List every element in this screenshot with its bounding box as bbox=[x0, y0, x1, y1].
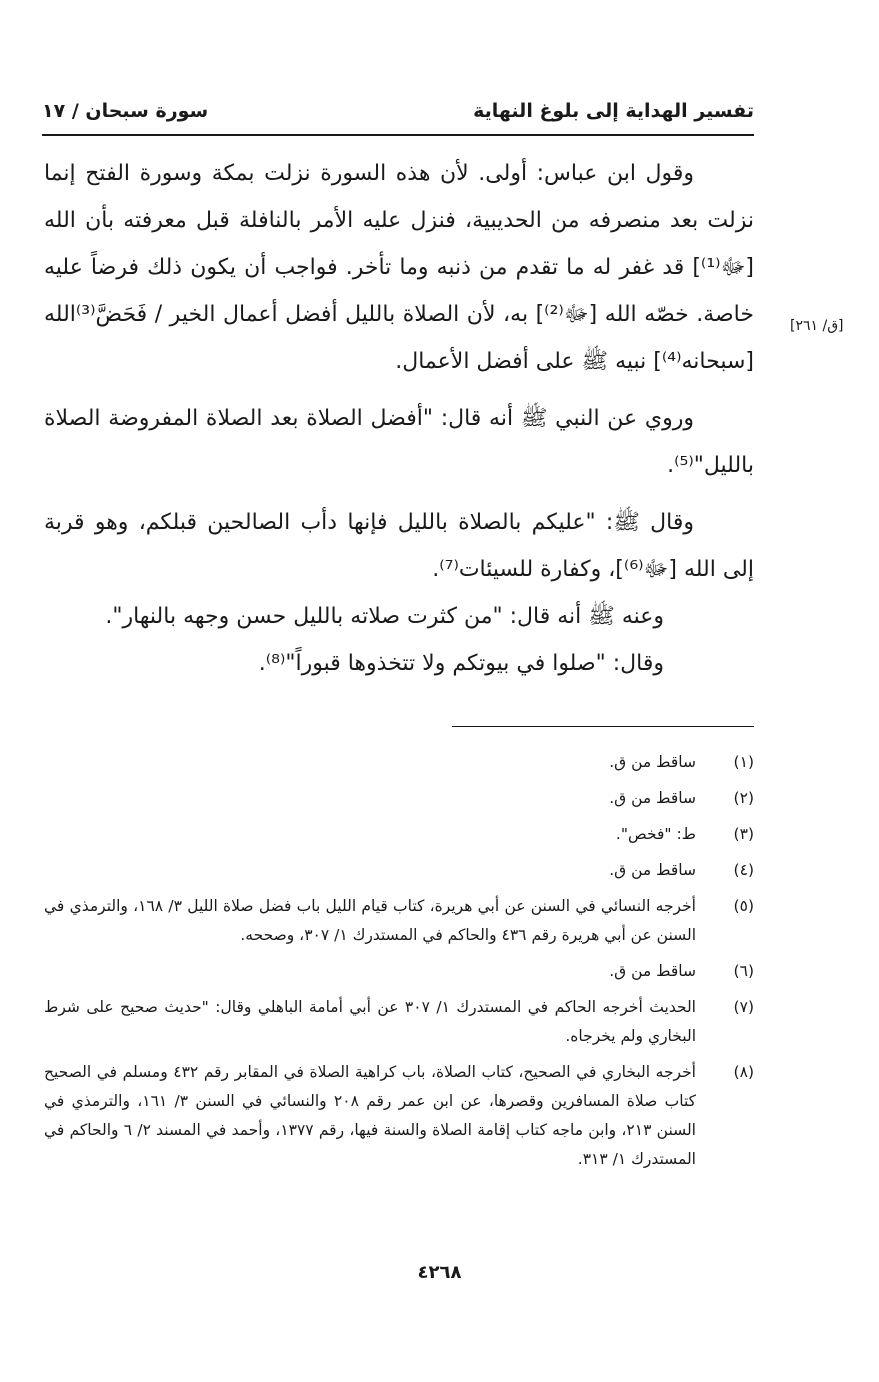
paragraph: وقال: "صلوا في بيوتكم ولا تتخذوها قبوراً"⁽⁸⁾. bbox=[258, 651, 664, 676]
paragraph: وروي عن النبي ﷺ أنه قال: "أفضل الصلاة بعد الصلاة المفروضة الصلاة بالليل"⁽⁵⁾. bbox=[44, 406, 754, 478]
footnote-text: الحديث أخرجه الحاكم في المستدرك ١/ ٣٠٧ عن أبي أمامة الباهلي وقال: "حديث صحيح على شرط البخاري ولم يخرجاه. bbox=[44, 998, 696, 1045]
footnote bbox=[44, 957, 754, 986]
footnote-number: (٤) bbox=[733, 861, 754, 879]
page-number: ٤٢٦٨ bbox=[417, 1262, 462, 1283]
main-text bbox=[44, 150, 754, 687]
manuscript-margin-note: [ق/ ٢٦١] bbox=[790, 318, 844, 334]
footnote-number: (٦) bbox=[733, 962, 754, 980]
footnote bbox=[44, 1058, 754, 1174]
footnote bbox=[44, 748, 754, 777]
footnote-number: (٣) bbox=[733, 825, 754, 843]
footnote-text: ساقط من ق. bbox=[609, 789, 696, 807]
footnote-separator bbox=[452, 726, 754, 727]
footnote bbox=[44, 820, 754, 849]
footnote-number: (٧) bbox=[733, 998, 754, 1016]
footnote-text: أخرجه النسائي في السنن عن أبي هريرة، كتاب قيام الليل باب فضل صلاة الليل ٣/ ١٦٨، والترمذي في السنن عن أبي هريرة رقم ٤٣٦ والحاكم في المستدرك ١/ ٣٠٧، وصححه. bbox=[44, 897, 696, 944]
footnote-text: أخرجه البخاري في الصحيح، كتاب الصلاة، باب كراهية الصلاة في المقابر رقم ٤٣٢ ومسلم في الصحيح كتاب صلاة المسافرين وقصرها، عن ابن عمر رقم ٢٠٨ والنسائي في السنن ٣/ ١٦١، والترمذي في السنن ٢١٣، وابن ماجه كتاب إقامة الصلاة والسنة فيها، رقم ١٣٧٧، وأحمد في المسند ٢/ ٦ والحاكم في المستدرك ١/ ٣١٣. bbox=[44, 1063, 697, 1168]
footnote-text: ساقط من ق. bbox=[609, 861, 696, 879]
footnote bbox=[44, 856, 754, 885]
paragraph: وعنه ﷺ أنه قال: "من كثرت صلاته بالليل حسن وجهه بالنهار". bbox=[105, 604, 664, 629]
running-header bbox=[42, 96, 754, 130]
footnote-number: (١) bbox=[733, 753, 754, 771]
footnote-number: (٨) bbox=[733, 1063, 754, 1081]
footnotes bbox=[44, 748, 754, 1181]
paragraph: وقول ابن عباس: أولى. لأن هذه السورة نزلت بمكة وسورة الفتح إنما نزلت بعد منصرفه من الحديبية، فنزل عليه الأمر بالنافلة قبل معرفته بأن الله [ﷻ⁽¹⁾] قد غفر له ما تقدم من ذنبه وما تأخر. فواجب أن يكون ذلك فرضاً عليه خاصة. خصّه الله [ﷻ⁽²⁾] به، لأن الصلاة بالليل أفضل أعمال الخير / فَحَضَّ⁽³⁾الله [سبحانه⁽⁴⁾] نبيه ﷺ على أفضل الأعمال. bbox=[44, 161, 754, 374]
paragraph: وقال ﷺ: "عليكم بالصلاة بالليل فإنها دأب الصالحين قبلكم، وهو قربة إلى الله [ﷻ⁽⁶⁾]، وكفارة للسيئات⁽⁷⁾. bbox=[44, 510, 754, 582]
footnote-text: ط: "فخص". bbox=[615, 825, 696, 843]
footnote bbox=[44, 993, 754, 1051]
footnote-number: (٥) bbox=[733, 897, 754, 915]
header-rule bbox=[42, 134, 754, 136]
book-title: تفسير الهداية إلى بلوغ النهاية bbox=[473, 100, 754, 122]
surah-label: سورة سبحان / ١٧ bbox=[42, 100, 209, 122]
footnote bbox=[44, 784, 754, 813]
footnote-text: ساقط من ق. bbox=[609, 962, 696, 980]
footnote bbox=[44, 892, 754, 950]
footnote-number: (٢) bbox=[733, 789, 754, 807]
footnote-text: ساقط من ق. bbox=[609, 753, 696, 771]
